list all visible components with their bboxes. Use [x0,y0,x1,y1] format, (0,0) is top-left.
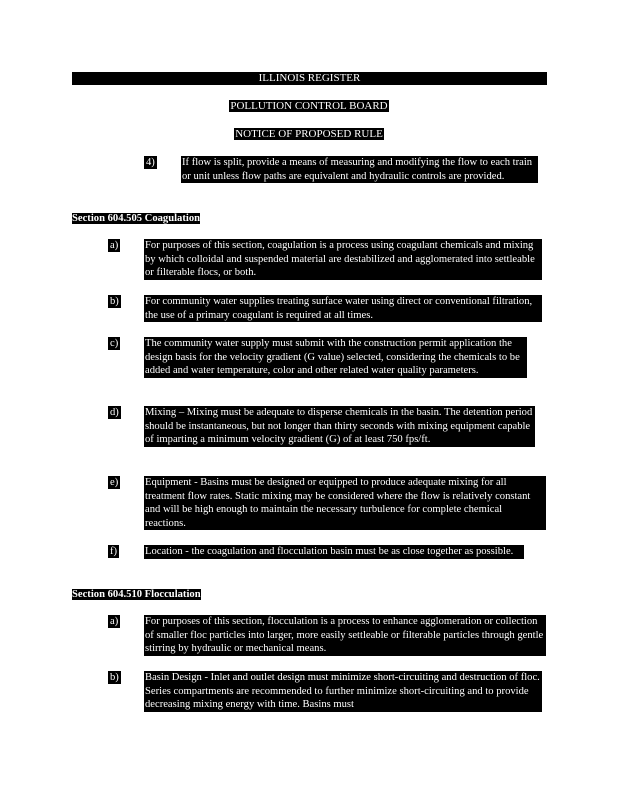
board-header [0,100,618,113]
item-text: Equipment - Basins must be designed or equipped to produce adequate mixing for all treatment flow rates. Static mixing may be considered where the flow is relatively constant and will be high enough to maintain the necessary turbulence for complete chemical reactions. [144,476,546,530]
board-title: POLLUTION CONTROL BOARD [230,100,388,112]
item-text: Basin Design - Inlet and outlet design must minimize short-circuiting and destruction of floc. Series compartments are recommended to further minimize short-circuiting and to provide decreasing mixing energy with time. Basins must [144,671,542,712]
item-label: a) [110,616,119,627]
notice-title: NOTICE OF PROPOSED RULE [235,128,383,140]
item-label: b) [110,672,119,683]
item-label: d) [110,407,119,418]
notice-header [0,128,618,141]
item-text: For purposes of this section, flocculation is a process to enhance agglomeration or collection of smaller floc particles into larger, more easily settleable or filterable particles through gentle stirring by hydraulic or mechanical means. [144,615,546,656]
item-text: If flow is split, provide a means of measuring and modifying the flow to each train or unit unless flow paths are equivalent and hydraulic controls are provided. [181,156,538,183]
item-text: The community water supply must submit with the construction permit application the design basis for the velocity gradient (G value) selected, considering the chemicals to be added and water temperature, color and other related water quality parameters. [144,337,527,378]
item-text: Mixing – Mixing must be adequate to disperse chemicals in the basin. The detention period should be instantaneous, but not longer than thirty seconds with mixing equipment capable of imparting a minimum velocity gradient (G) of at least 750 fps/ft. [144,406,535,447]
item-label: e) [110,477,119,488]
item-label: b) [110,296,119,307]
register-title: ILLINOIS REGISTER [258,72,361,84]
section-heading-coagulation: Section 604.505 Coagulation [72,213,201,224]
item-label: 4) [146,157,155,168]
item-text: For community water supplies treating surface water using direct or conventional filtration, the use of a primary coagulant is required at all times. [144,295,542,322]
item-label: c) [110,338,119,349]
intro-item [144,156,544,200]
section-heading-flocculation: Section 604.510 Flocculation [72,589,201,600]
item-label: a) [110,240,119,251]
item-label: f) [110,546,118,557]
item-text: Location - the coagulation and flocculation basin must be as close together as possible. [144,545,524,559]
item-text: For purposes of this section, coagulation is a process using coagulant chemicals and mixing by which colloidal and suspended material are destabilized and agglomerated into settleable or filterable flocs, or both. [144,239,542,280]
register-header [72,72,547,85]
